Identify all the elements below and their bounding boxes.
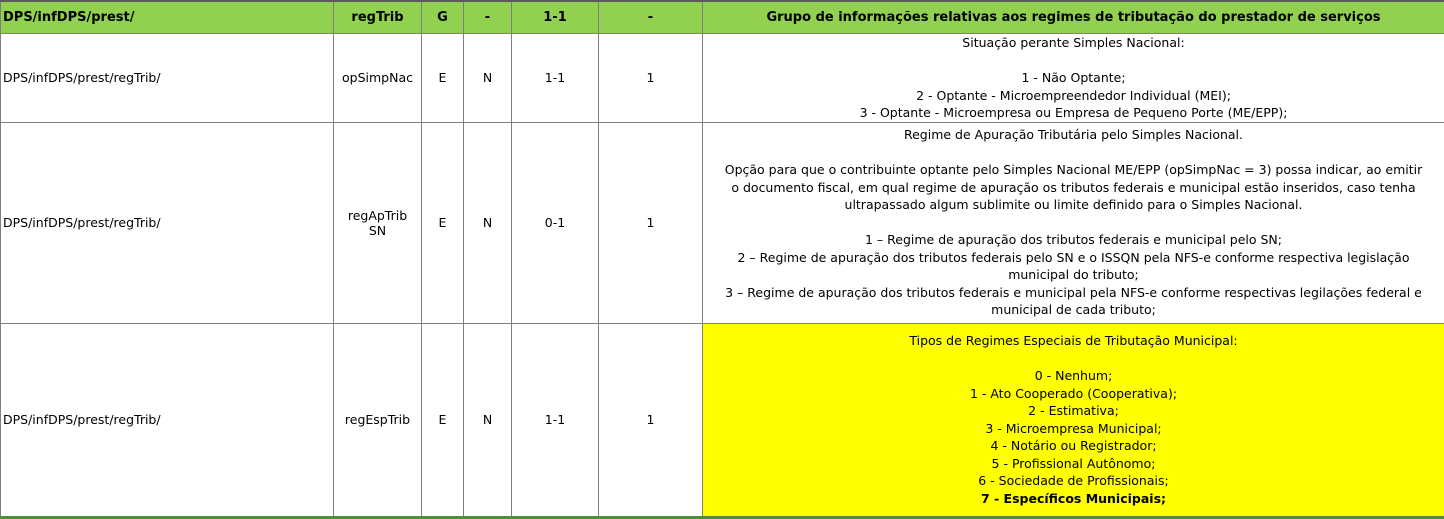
row-ele[interactable]: E — [422, 122, 464, 323]
row-ocor[interactable]: 1-1 — [512, 34, 599, 123]
desc-line: ultrapassado algum sublimite ou limite definido para o Simples Nacional. — [844, 197, 1303, 213]
row-path[interactable]: DPS/infDPS/prest/regTrib/ — [1, 323, 334, 516]
desc-line — [705, 144, 1442, 162]
row-name[interactable]: regEspTrib — [334, 323, 422, 516]
header-path[interactable]: DPS/infDPS/prest/ — [1, 1, 334, 34]
row-tipo[interactable]: N — [464, 34, 512, 123]
row-name[interactable]: regApTribSN — [334, 122, 422, 323]
desc-line: 1 - Ato Cooperado (Cooperativa); — [969, 385, 1178, 401]
table-row — [1, 122, 1444, 323]
desc-line: 2 – Regime de apuração dos tributos federais pelo SN e o ISSQN pela NFS-e conforme respectiva legislação — [737, 249, 1410, 265]
desc-line: 6 - Sociedade de Profissionais; — [978, 473, 1169, 488]
desc-line: 3 - Optante - Microempresa ou Empresa de Pequeno Porte (ME/EPP); — [859, 105, 1288, 120]
desc-line: o documento fiscal, em qual regime de apuração os tributos federais e municipal estão inseridos, caso tenha — [731, 179, 1416, 195]
header-ocor[interactable]: 1-1 — [512, 1, 599, 34]
row-ele[interactable]: E — [422, 34, 464, 123]
desc-line: 2 - Estimativa; — [1028, 403, 1119, 418]
row-path[interactable]: DPS/infDPS/prest/regTrib/ — [1, 34, 334, 123]
table-row — [1, 34, 1444, 123]
desc-line: municipal do tributo; — [1008, 267, 1139, 283]
desc-line: municipal de cada tributo; — [991, 302, 1156, 318]
desc-line: 1 – Regime de apuração dos tributos federais e municipal pelo SN; — [865, 232, 1282, 248]
row-ele[interactable]: E — [422, 323, 464, 516]
desc-line: 2 - Optante - Microempreendedor Individual (MEI); — [916, 87, 1231, 103]
desc-line: Tipos de Regimes Especiais de Tributação Municipal: — [909, 333, 1238, 348]
desc-line: 4 - Notário ou Registrador; — [990, 438, 1157, 453]
row-tipo[interactable]: N — [464, 122, 512, 323]
desc-line — [705, 350, 1442, 368]
row-tam[interactable]: 1 — [599, 323, 703, 516]
group-header-row — [1, 1, 1444, 34]
header-desc[interactable]: Grupo de informações relativas aos regimes de tributação do prestador de serviços — [703, 1, 1444, 34]
header-name[interactable]: regTrib — [334, 1, 422, 34]
row-description[interactable] — [703, 34, 1444, 123]
row-description-highlighted[interactable] — [703, 323, 1444, 516]
row-tipo[interactable]: N — [464, 323, 512, 516]
header-tam[interactable]: - — [599, 1, 703, 34]
desc-line — [705, 214, 1442, 232]
row-ocor[interactable]: 0-1 — [512, 122, 599, 323]
desc-line: 5 - Profissional Autônomo; — [991, 455, 1156, 471]
row-path[interactable]: DPS/infDPS/prest/regTrib/ — [1, 122, 334, 323]
row-ocor[interactable]: 1-1 — [512, 323, 599, 516]
desc-line — [705, 52, 1442, 70]
row-name[interactable]: opSimpNac — [334, 34, 422, 123]
desc-line: 3 – Regime de apuração dos tributos federais e municipal pela NFS-e conforme respectivas legilações federal e — [725, 284, 1422, 300]
desc-line: Opção para que o contribuinte optante pelo Simples Nacional ME/EPP (opSimpNac = 3) possa indicar, ao emitir — [724, 162, 1423, 178]
desc-line: Regime de Apuração Tributária pelo Simples Nacional. — [903, 127, 1243, 143]
desc-line-bold: 7 - Específicos Municipais; — [980, 490, 1167, 506]
row-tam[interactable]: 1 — [599, 34, 703, 123]
table-row — [1, 323, 1444, 516]
row-description[interactable] — [703, 122, 1444, 323]
desc-line: 0 - Nenhum; — [1034, 368, 1113, 383]
desc-line: 3 - Microempresa Municipal; — [985, 420, 1162, 436]
header-tipo[interactable]: - — [464, 1, 512, 34]
desc-line: 1 - Não Optante; — [1021, 70, 1126, 85]
header-ele[interactable]: G — [422, 1, 464, 34]
desc-line: Situação perante Simples Nacional: — [962, 35, 1185, 50]
row-tam[interactable]: 1 — [599, 122, 703, 323]
